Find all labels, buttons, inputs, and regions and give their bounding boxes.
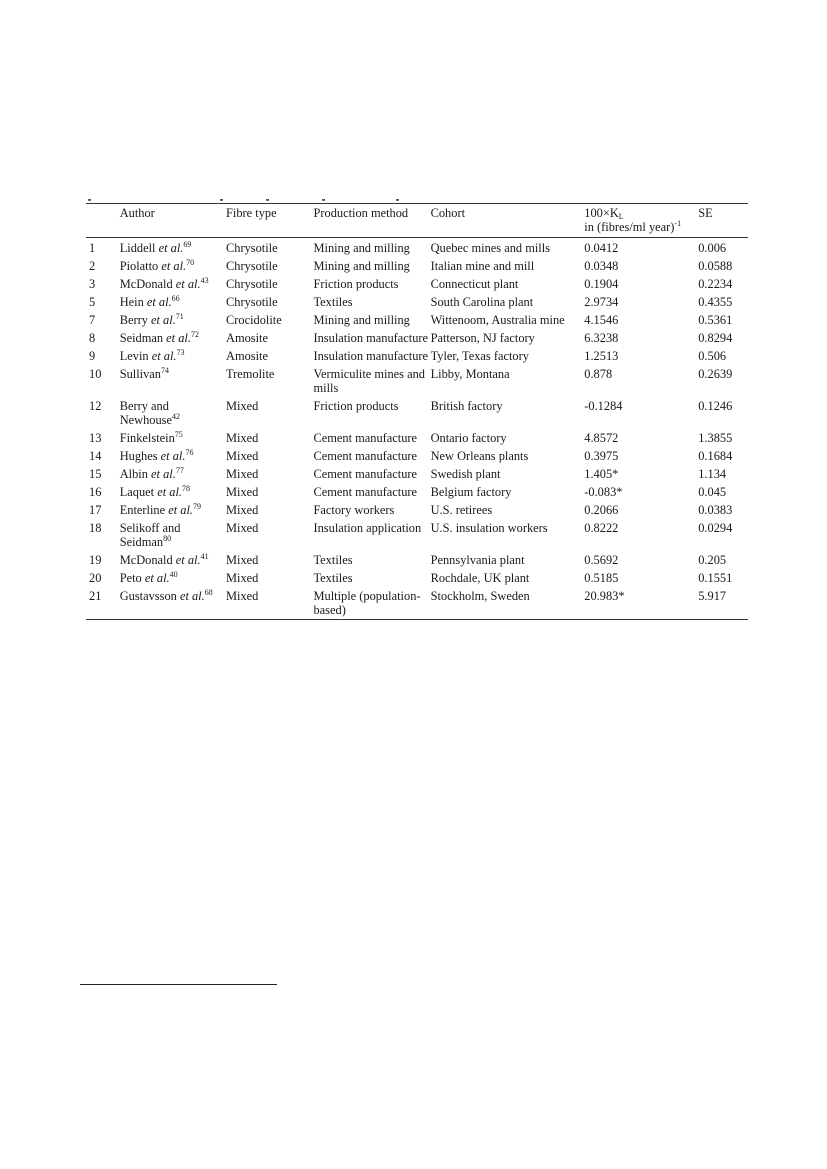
row-fibre-type: Mixed [226, 589, 259, 603]
row-kl-value: 0.2066 [584, 503, 619, 517]
row-fibre-type: Mixed [226, 485, 259, 499]
row-production-method: Insulation application [313, 521, 422, 535]
row-kl-value: 0.878 [584, 367, 613, 381]
row-se-value: 1.134 [698, 467, 727, 481]
row-kl-value: 0.1904 [584, 277, 619, 291]
author-reference: 68 [204, 588, 213, 597]
row-cohort: Stockholm, Sweden [430, 589, 530, 603]
row-number: 2 [89, 259, 96, 273]
author-et-al: et al. [163, 331, 191, 345]
row-author [120, 257, 226, 275]
row-author [120, 311, 226, 329]
row-production-method: Mining and milling [313, 241, 410, 255]
table-header [86, 204, 748, 238]
author-et-al: et al. [165, 503, 193, 517]
table-row [86, 501, 748, 519]
row-kl-value: 6.3238 [584, 331, 619, 345]
row-number: 13 [89, 431, 102, 445]
row-kl-value: -0.083* [584, 485, 623, 499]
row-se-value: 0.2234 [698, 277, 733, 291]
row-se-value: 0.1551 [698, 571, 733, 585]
row-number: 19 [89, 553, 102, 567]
table-row [86, 465, 748, 483]
row-production-method: Textiles [313, 553, 353, 567]
author-reference: 41 [200, 552, 209, 561]
row-author [120, 293, 226, 311]
row-author [120, 501, 226, 519]
table-row [86, 519, 748, 551]
footnote-rule [80, 984, 277, 985]
author-et-al: et al. [158, 259, 187, 273]
row-cohort: Libby, Montana [430, 367, 510, 381]
row-number: 9 [89, 349, 96, 363]
row-production-method: Cement manufacture [313, 485, 418, 499]
row-author [120, 365, 226, 397]
author-name: McDonald [119, 553, 173, 567]
row-cohort: Wittenoom, Australia mine [430, 313, 565, 327]
author-et-al: et al. [147, 467, 176, 481]
author-reference: 80 [163, 534, 172, 543]
author-name: Selikoff and Seidman [119, 521, 181, 549]
row-production-method: Friction products [313, 399, 399, 413]
row-kl-value: -0.1284 [584, 399, 623, 413]
row-cohort: U.S. insulation workers [430, 521, 548, 535]
author-name: Hughes [119, 449, 158, 463]
row-production-method: Multiple (population-based) [313, 589, 421, 617]
row-production-method: Cement manufacture [313, 449, 418, 463]
row-cohort: Belgium factory [430, 485, 512, 499]
author-name: Berry and Newhouse [119, 399, 173, 427]
row-kl-value: 2.9734 [584, 295, 619, 309]
row-fibre-type: Mixed [226, 553, 259, 567]
row-kl-value: 0.3975 [584, 449, 619, 463]
row-production-method: Factory workers [313, 503, 395, 517]
row-production-method: Mining and milling [313, 259, 410, 273]
row-author [120, 483, 226, 501]
author-reference: 40 [169, 570, 178, 579]
row-cohort: Quebec mines and mills [430, 241, 550, 255]
table-body [86, 238, 748, 620]
row-fibre-type: Mixed [226, 467, 259, 481]
table-row [86, 429, 748, 447]
author-et-al: et al. [172, 277, 201, 291]
row-number: 16 [89, 485, 102, 499]
row-kl-value: 0.5185 [584, 571, 619, 585]
table-row [86, 447, 748, 465]
row-cohort: U.S. retirees [430, 503, 493, 517]
row-fibre-type: Tremolite [226, 367, 275, 381]
row-cohort: Rochdale, UK plant [430, 571, 530, 585]
row-fibre-type: Mixed [226, 449, 259, 463]
author-et-al: et al. [148, 349, 177, 363]
author-reference: 79 [193, 502, 201, 511]
row-fibre-type: Amosite [226, 349, 268, 363]
author-reference: 77 [175, 466, 184, 475]
header-kl [579, 204, 698, 238]
row-production-method: Friction products [313, 277, 399, 291]
header-production-method: Production method [313, 206, 409, 220]
row-number: 1 [89, 241, 96, 255]
header-se: SE [698, 206, 713, 220]
table-row [86, 329, 748, 347]
author-name: Laquet [119, 485, 155, 499]
author-reference: 71 [175, 312, 184, 321]
table-row [86, 257, 748, 275]
row-author [120, 447, 226, 465]
table-row [86, 397, 748, 429]
row-author [120, 587, 226, 620]
table-row [86, 311, 748, 329]
row-number: 20 [89, 571, 102, 585]
row-number: 17 [89, 503, 102, 517]
row-author [120, 465, 226, 483]
author-et-al: et al. [157, 449, 186, 463]
row-se-value: 0.2639 [698, 367, 733, 381]
row-author [120, 519, 226, 551]
table-row [86, 347, 748, 365]
row-kl-value: 0.8222 [584, 521, 619, 535]
row-se-value: 0.0588 [698, 259, 733, 273]
author-reference: 75 [174, 430, 183, 439]
row-fibre-type: Amosite [226, 331, 268, 345]
row-number: 15 [89, 467, 102, 481]
header-kl-unit: in (fibres/ml year) [584, 220, 675, 234]
row-kl-value: 1.405* [584, 467, 619, 481]
row-author [120, 238, 226, 258]
row-production-method: Cement manufacture [313, 431, 418, 445]
row-production-method: Vermiculite mines and mills [313, 367, 425, 395]
author-reference: 69 [183, 240, 192, 249]
author-name: Liddell [119, 241, 156, 255]
table-header-row [86, 204, 748, 238]
row-fibre-type: Crocidolite [226, 313, 282, 327]
row-author [120, 347, 226, 365]
row-number: 21 [89, 589, 102, 603]
author-reference: 43 [200, 276, 209, 285]
row-cohort: Patterson, NJ factory [430, 331, 535, 345]
row-number: 12 [89, 399, 102, 413]
table-row [86, 365, 748, 397]
author-et-al: et al. [147, 313, 176, 327]
header-fibre-type: Fibre type [226, 206, 277, 220]
row-production-method: Insulation manufacture [313, 349, 429, 363]
author-reference: 66 [171, 294, 180, 303]
header-kl-sub: L [618, 212, 624, 221]
author-reference: 78 [181, 484, 190, 493]
author-name: Sullivan [119, 367, 162, 381]
author-name: Albin [119, 467, 148, 481]
header-num [86, 204, 120, 238]
header-kl-main: 100×K [584, 206, 619, 220]
row-number: 10 [89, 367, 102, 381]
row-fibre-type: Mixed [226, 571, 259, 585]
author-name: Peto [119, 571, 142, 585]
author-et-al: et al. [176, 589, 205, 603]
row-author [120, 329, 226, 347]
row-number: 7 [89, 313, 96, 327]
row-fibre-type: Chrysotile [226, 277, 278, 291]
row-fibre-type: Chrysotile [226, 259, 278, 273]
row-fibre-type: Chrysotile [226, 295, 278, 309]
row-kl-value: 4.8572 [584, 431, 619, 445]
row-se-value: 0.4355 [698, 295, 733, 309]
row-production-method: Cement manufacture [313, 467, 418, 481]
row-se-value: 1.3855 [698, 431, 733, 445]
table-row [86, 587, 748, 620]
row-author [120, 569, 226, 587]
row-fibre-type: Chrysotile [226, 241, 278, 255]
author-name: Berry [119, 313, 148, 327]
header-cohort: Cohort [430, 206, 466, 220]
row-kl-value: 0.0412 [584, 241, 619, 255]
row-number: 3 [89, 277, 96, 291]
row-kl-value: 0.0348 [584, 259, 619, 273]
row-cohort: Tyler, Texas factory [430, 349, 529, 363]
author-reference: 74 [161, 366, 170, 375]
data-table [86, 203, 748, 620]
row-number: 18 [89, 521, 102, 535]
author-reference: 70 [186, 258, 195, 267]
author-reference: 72 [190, 330, 199, 339]
row-kl-value: 20.983* [584, 589, 625, 603]
row-author [120, 429, 226, 447]
author-name: Levin [119, 349, 149, 363]
row-cohort: Swedish plant [430, 467, 501, 481]
author-name: Piolatto [119, 259, 159, 273]
table-row [86, 275, 748, 293]
author-reference: 76 [185, 448, 194, 457]
row-number: 14 [89, 449, 102, 463]
row-se-value: 0.8294 [698, 331, 733, 345]
row-fibre-type: Mixed [226, 503, 259, 517]
row-kl-value: 4.1546 [584, 313, 619, 327]
author-et-al: et al. [141, 571, 170, 585]
row-fibre-type: Mixed [226, 399, 259, 413]
row-cohort: Ontario factory [430, 431, 507, 445]
row-se-value: 0.1246 [698, 399, 733, 413]
author-name: Seidman [119, 331, 164, 345]
row-production-method: Insulation manufacture [313, 331, 429, 345]
row-se-value: 0.045 [698, 485, 727, 499]
table-row [86, 293, 748, 311]
row-se-value: 0.0294 [698, 521, 733, 535]
row-se-value: 0.205 [698, 553, 727, 567]
table-row [86, 238, 748, 258]
row-production-method: Textiles [313, 571, 353, 585]
row-cohort: South Carolina plant [430, 295, 534, 309]
row-fibre-type: Mixed [226, 521, 259, 535]
table-row [86, 551, 748, 569]
row-cohort: Connecticut plant [430, 277, 519, 291]
author-reference: 42 [172, 412, 181, 421]
row-number: 5 [89, 295, 96, 309]
row-cohort: Pennsylvania plant [430, 553, 525, 567]
author-reference: 73 [176, 348, 185, 357]
row-fibre-type: Mixed [226, 431, 259, 445]
row-cohort: New Orleans plants [430, 449, 529, 463]
table-row [86, 483, 748, 501]
author-name: Enterline [119, 503, 166, 517]
author-et-al: et al. [172, 553, 201, 567]
header-author: Author [119, 206, 155, 220]
row-se-value: 0.506 [698, 349, 727, 363]
row-se-value: 0.0383 [698, 503, 733, 517]
author-name: McDonald [119, 277, 173, 291]
author-et-al: et al. [155, 241, 184, 255]
row-se-value: 5.917 [698, 589, 727, 603]
row-cohort: Italian mine and mill [430, 259, 535, 273]
header-kl-unit-sup: -1 [674, 219, 682, 228]
row-kl-value: 1.2513 [584, 349, 619, 363]
row-author [120, 551, 226, 569]
row-number: 8 [89, 331, 96, 345]
author-name: Gustavsson [119, 589, 177, 603]
row-production-method: Mining and milling [313, 313, 410, 327]
author-name: Finkelstein [119, 431, 175, 445]
row-production-method: Textiles [313, 295, 353, 309]
row-kl-value: 0.5692 [584, 553, 619, 567]
table-row [86, 569, 748, 587]
row-se-value: 0.5361 [698, 313, 733, 327]
row-cohort: British factory [430, 399, 503, 413]
author-et-al: et al. [154, 485, 182, 499]
author-et-al: et al. [143, 295, 172, 309]
row-author [120, 397, 226, 429]
row-se-value: 0.1684 [698, 449, 733, 463]
row-se-value: 0.006 [698, 241, 727, 255]
row-author [120, 275, 226, 293]
author-name: Hein [119, 295, 144, 309]
